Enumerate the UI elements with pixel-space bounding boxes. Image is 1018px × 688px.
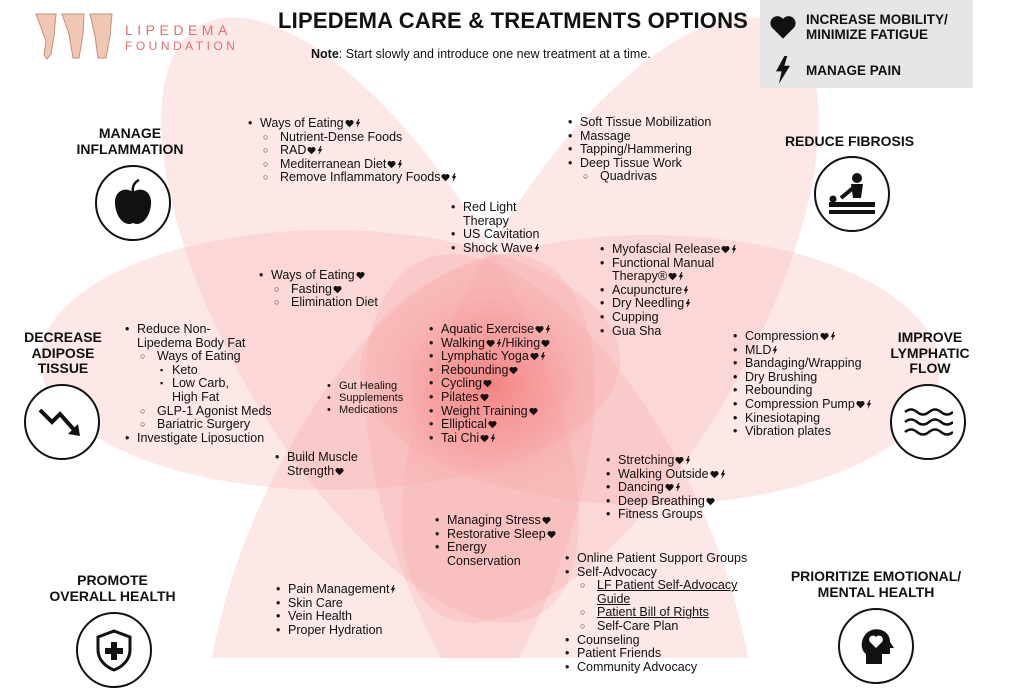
list-item xyxy=(730,330,872,344)
list-item xyxy=(273,610,396,624)
lightning-icon xyxy=(390,585,396,594)
item-text: Compression xyxy=(745,329,819,343)
lightning-icon xyxy=(675,483,681,492)
item-text: Supplements xyxy=(339,392,404,404)
note xyxy=(311,47,651,61)
list-item xyxy=(256,269,378,283)
item-text: Deep Tissue Work xyxy=(580,155,682,170)
item-text: Dry Needling xyxy=(612,296,685,311)
item-text: Walking Outside xyxy=(618,466,709,481)
list-item xyxy=(256,283,378,297)
list-item xyxy=(432,514,556,528)
lightning-icon xyxy=(317,146,323,155)
page-title: LIPEDEMA CARE & TREATMENTS OPTIONS xyxy=(278,8,749,33)
list-item xyxy=(597,284,737,298)
heart-icon xyxy=(483,379,492,388)
lightning-icon xyxy=(683,286,689,295)
list-item xyxy=(426,364,551,378)
list-item xyxy=(245,158,457,172)
item-text: Gua Sha xyxy=(612,323,662,338)
item-text: Medications xyxy=(339,404,398,416)
item-text: Quadrivas xyxy=(600,169,657,184)
item-text: Ways of Eating xyxy=(271,268,355,282)
lightning-icon xyxy=(355,119,361,128)
item-text: Ways of Eating xyxy=(260,116,344,130)
item-text: Rebounding xyxy=(441,362,509,377)
item-text: Vibration plates xyxy=(745,424,831,439)
list-item xyxy=(122,377,272,404)
item-text: Tai Chi xyxy=(441,430,480,445)
list-item xyxy=(426,432,551,446)
heart-icon xyxy=(486,339,495,348)
item-text: Pain Management xyxy=(288,582,390,596)
list-item xyxy=(597,311,737,325)
item-text: Acupuncture xyxy=(612,282,683,297)
list-item xyxy=(730,371,872,385)
list-item xyxy=(730,425,872,439)
item-text: Investigate Liposuction xyxy=(137,430,265,445)
item-text: Nutrient-Dense Foods xyxy=(280,129,403,144)
list-item xyxy=(426,323,551,337)
item-text: Remove Inflammatory Foods xyxy=(280,170,441,185)
heart-icon xyxy=(335,467,344,476)
category-adipose xyxy=(18,330,108,377)
heart-icon xyxy=(820,332,829,341)
item-text: Skin Care xyxy=(288,595,343,610)
lightning-icon xyxy=(720,470,726,479)
item-text: Aquatic Exercise xyxy=(441,322,535,336)
item-text: US Cavitation xyxy=(463,227,540,242)
category-health-line2: OVERALL HEALTH xyxy=(49,587,176,604)
item-text: Massage xyxy=(580,128,631,143)
list-item xyxy=(448,201,540,228)
list-item xyxy=(597,257,737,284)
list-stress xyxy=(432,514,556,568)
list-item xyxy=(603,495,726,509)
heart-icon xyxy=(333,285,342,294)
note-label: Note xyxy=(311,47,339,61)
item-text-cont: /Hiking xyxy=(502,335,541,350)
list-red-light xyxy=(448,201,540,255)
list-item xyxy=(562,606,747,620)
item-text-line2: Lipedema Body Fat xyxy=(137,335,246,350)
list-item xyxy=(324,380,403,392)
heart-icon xyxy=(480,434,489,443)
item-text-line2: Conservation xyxy=(447,553,521,568)
item-text-line2: Therapy xyxy=(463,213,509,228)
list-item xyxy=(448,228,540,242)
legend-mobility-line2: MINIMIZE FATIGUE xyxy=(806,27,928,42)
category-emotional-line2: MENTAL HEALTH xyxy=(817,583,935,600)
list-item xyxy=(122,418,272,432)
item-text: RAD xyxy=(280,143,307,158)
heart-icon xyxy=(535,325,544,334)
item-text: Patient Friends xyxy=(577,646,662,661)
item-text: Fitness Groups xyxy=(618,507,703,522)
heart-icon xyxy=(530,352,539,361)
heart-icon xyxy=(307,146,316,155)
list-item xyxy=(324,392,403,404)
item-text: Kinesiotaping xyxy=(745,410,821,425)
item-text: GLP-1 Agonist Meds xyxy=(157,403,272,418)
item-text: Reduce Non- xyxy=(137,322,211,336)
category-inflammation xyxy=(60,126,200,157)
list-item xyxy=(730,357,872,371)
list-item xyxy=(245,171,457,185)
item-text: Dry Brushing xyxy=(745,369,818,384)
list-item xyxy=(426,377,551,391)
category-adipose-line3: TISSUE xyxy=(37,360,89,376)
item-text-line2: Strength xyxy=(287,463,335,478)
item-text: Bariatric Surgery xyxy=(157,417,251,432)
item-text: Low Carb, xyxy=(172,376,229,391)
heart-icon xyxy=(356,271,365,280)
item-text: Cycling xyxy=(441,376,482,391)
item-text: Build Muscle xyxy=(287,450,358,464)
downtrend-icon xyxy=(24,384,100,460)
list-item xyxy=(324,404,403,416)
list-gut xyxy=(324,380,403,416)
lightning-icon xyxy=(768,56,798,84)
item-text: Community Advocacy xyxy=(577,659,698,674)
item-text: Compression Pump xyxy=(745,396,855,411)
item-text: Elliptical xyxy=(441,417,487,432)
note-text: : Start slowly and introduce one new treatment at a time. xyxy=(338,47,651,61)
list-item xyxy=(448,242,540,256)
item-text: Lymphatic Yoga xyxy=(441,349,529,364)
heart-icon xyxy=(856,400,865,409)
legs-logo-icon xyxy=(30,10,118,62)
list-item xyxy=(565,116,711,130)
item-text: Walking xyxy=(441,335,485,350)
heart-icon xyxy=(441,173,450,182)
list-item xyxy=(273,597,396,611)
list-item xyxy=(562,661,747,675)
logo-line2: FOUNDATION xyxy=(125,39,239,53)
lightning-icon xyxy=(397,160,403,169)
heart-icon xyxy=(547,530,556,539)
heart-icon xyxy=(675,456,684,465)
list-item xyxy=(426,350,551,364)
category-inflammation-line1: MANAGE xyxy=(98,125,162,141)
list-eating-top xyxy=(245,117,457,185)
item-text: Elimination Diet xyxy=(291,295,378,310)
list-item xyxy=(245,117,457,131)
item-text: Red Light xyxy=(463,200,517,214)
legend-pain xyxy=(768,56,901,84)
lightning-icon xyxy=(772,346,778,355)
list-item xyxy=(122,350,272,364)
list-item xyxy=(730,398,872,412)
list-item xyxy=(562,620,747,634)
list-item xyxy=(562,566,747,580)
list-item xyxy=(603,481,726,495)
heart-icon xyxy=(541,339,550,348)
list-item xyxy=(122,364,272,378)
lightning-icon xyxy=(685,299,691,308)
item-text: Myofascial Release xyxy=(612,242,721,256)
legend-pain-label: MANAGE PAIN xyxy=(806,62,902,78)
list-item xyxy=(565,143,711,157)
list-item xyxy=(256,296,378,310)
heart-icon xyxy=(345,119,354,128)
item-text: Stretching xyxy=(618,453,675,467)
list-item xyxy=(273,583,396,597)
item-text: Soft Tissue Mobilization xyxy=(580,115,712,129)
heart-icon xyxy=(509,366,518,375)
category-health-line1: PROMOTE xyxy=(77,572,148,588)
head-heart-icon xyxy=(838,608,914,684)
legend-mobility xyxy=(768,12,948,42)
list-item xyxy=(603,468,726,482)
item-text: Dancing xyxy=(618,480,664,495)
item-text: Self-Advocacy xyxy=(577,564,657,579)
logo-text xyxy=(125,22,238,54)
list-item xyxy=(565,157,711,171)
list-item xyxy=(730,412,872,426)
category-adipose-line2: ADIPOSE xyxy=(31,344,95,361)
list-pain-mgmt xyxy=(273,583,396,637)
heart-icon xyxy=(710,470,719,479)
list-item xyxy=(562,552,747,566)
list-body-fat xyxy=(122,323,272,445)
shield-cross-icon xyxy=(76,612,152,688)
list-item xyxy=(272,451,358,478)
list-support xyxy=(562,552,747,674)
lightning-icon xyxy=(685,456,691,465)
list-item xyxy=(426,418,551,432)
item-text: Deep Breathing xyxy=(618,493,705,508)
list-item xyxy=(597,297,737,311)
category-fibrosis xyxy=(782,134,917,150)
item-text: LF Patient Self-Advocacy xyxy=(597,578,738,593)
item-text: Ways of Eating xyxy=(157,349,241,364)
item-text: Rebounding xyxy=(745,383,813,398)
heart-icon xyxy=(768,14,798,40)
item-text: Fasting xyxy=(291,281,332,296)
item-text-line2: Guide xyxy=(597,591,631,606)
item-text: Pilates xyxy=(441,389,479,404)
list-item xyxy=(245,144,457,158)
list-eating-mid xyxy=(256,269,378,310)
massage-icon xyxy=(814,156,890,232)
lightning-icon xyxy=(540,352,546,361)
list-item xyxy=(597,243,737,257)
item-text: Cupping xyxy=(612,309,659,324)
list-myofascial xyxy=(597,243,737,338)
item-text: Shock Wave xyxy=(463,240,533,255)
list-soft-tissue xyxy=(565,116,711,184)
item-text: Online Patient Support Groups xyxy=(577,551,748,565)
lightning-icon xyxy=(678,272,684,281)
item-text: Bandaging/Wrapping xyxy=(745,356,862,371)
list-item xyxy=(426,337,551,351)
category-lymphatic xyxy=(880,330,980,377)
list-item xyxy=(565,130,711,144)
list-item xyxy=(273,624,396,638)
lightning-icon xyxy=(534,244,540,253)
category-adipose-line1: DECREASE xyxy=(24,329,102,345)
lightning-icon xyxy=(545,325,551,334)
heart-icon xyxy=(721,245,730,254)
category-fibrosis-line1: REDUCE FIBROSIS xyxy=(784,133,915,149)
category-lymphatic-line3: FLOW xyxy=(909,360,951,376)
logo-line1: LIPEDEMA xyxy=(125,22,232,38)
list-item xyxy=(245,131,457,145)
item-text: Functional Manual xyxy=(612,255,715,270)
item-text: Mediterranean Diet xyxy=(280,156,387,171)
legend xyxy=(760,0,973,88)
heart-icon xyxy=(668,272,677,281)
category-inflammation-line2: INFLAMMATION xyxy=(76,140,184,157)
heart-icon xyxy=(542,516,551,525)
list-stretching xyxy=(603,454,726,522)
list-item xyxy=(562,579,747,606)
list-item xyxy=(432,528,556,542)
item-text: Tapping/Hammering xyxy=(580,142,692,157)
lightning-icon xyxy=(451,173,457,182)
item-text: Weight Training xyxy=(441,403,528,418)
legend-mobility-line1: INCREASE MOBILITY/ xyxy=(806,12,948,27)
heart-icon xyxy=(488,420,497,429)
list-compression xyxy=(730,330,872,439)
list-item xyxy=(603,508,726,522)
lightning-icon xyxy=(490,434,496,443)
list-item xyxy=(730,344,872,358)
lightning-icon xyxy=(866,400,872,409)
category-health xyxy=(40,573,185,604)
list-item xyxy=(562,647,747,661)
item-text: Keto xyxy=(172,362,198,377)
list-item xyxy=(432,541,556,568)
heart-icon xyxy=(480,393,489,402)
lightning-icon xyxy=(830,332,836,341)
list-item xyxy=(730,384,872,398)
item-text: Managing Stress xyxy=(447,513,541,527)
item-text-line2: Therapy® xyxy=(612,269,668,284)
list-item xyxy=(122,432,272,446)
item-text: Energy xyxy=(447,540,487,555)
item-text: Gut Healing xyxy=(339,380,398,392)
list-item xyxy=(603,454,726,468)
list-item xyxy=(122,405,272,419)
list-item xyxy=(597,325,737,339)
item-text: Self-Care Plan xyxy=(597,618,679,633)
waves-icon xyxy=(890,384,966,460)
heart-icon xyxy=(665,483,674,492)
list-item xyxy=(426,405,551,419)
item-text-line2: High Fat xyxy=(172,389,220,404)
apple-icon xyxy=(95,165,171,241)
heart-icon xyxy=(529,407,538,416)
category-lymphatic-line1: IMPROVE xyxy=(897,329,963,345)
list-item xyxy=(426,391,551,405)
item-text: MLD xyxy=(745,342,772,357)
category-emotional-line1: PRIORITIZE EMOTIONAL/ xyxy=(790,568,962,584)
item-text: Restorative Sleep xyxy=(447,526,546,541)
heart-icon xyxy=(706,497,715,506)
category-lymphatic-line2: LYMPHATIC xyxy=(890,344,970,361)
list-exercise xyxy=(426,323,551,445)
lightning-icon xyxy=(731,245,737,254)
item-text: Patient Bill of Rights xyxy=(597,605,709,620)
logo xyxy=(30,10,118,67)
list-item xyxy=(565,170,711,184)
item-text: Vein Health xyxy=(288,609,352,624)
heart-icon xyxy=(387,160,396,169)
item-text: Counseling xyxy=(577,632,640,647)
list-muscle xyxy=(272,451,358,478)
category-emotional xyxy=(786,569,966,600)
item-text: Proper Hydration xyxy=(288,622,383,637)
list-item xyxy=(562,634,747,648)
list-item xyxy=(122,323,272,350)
